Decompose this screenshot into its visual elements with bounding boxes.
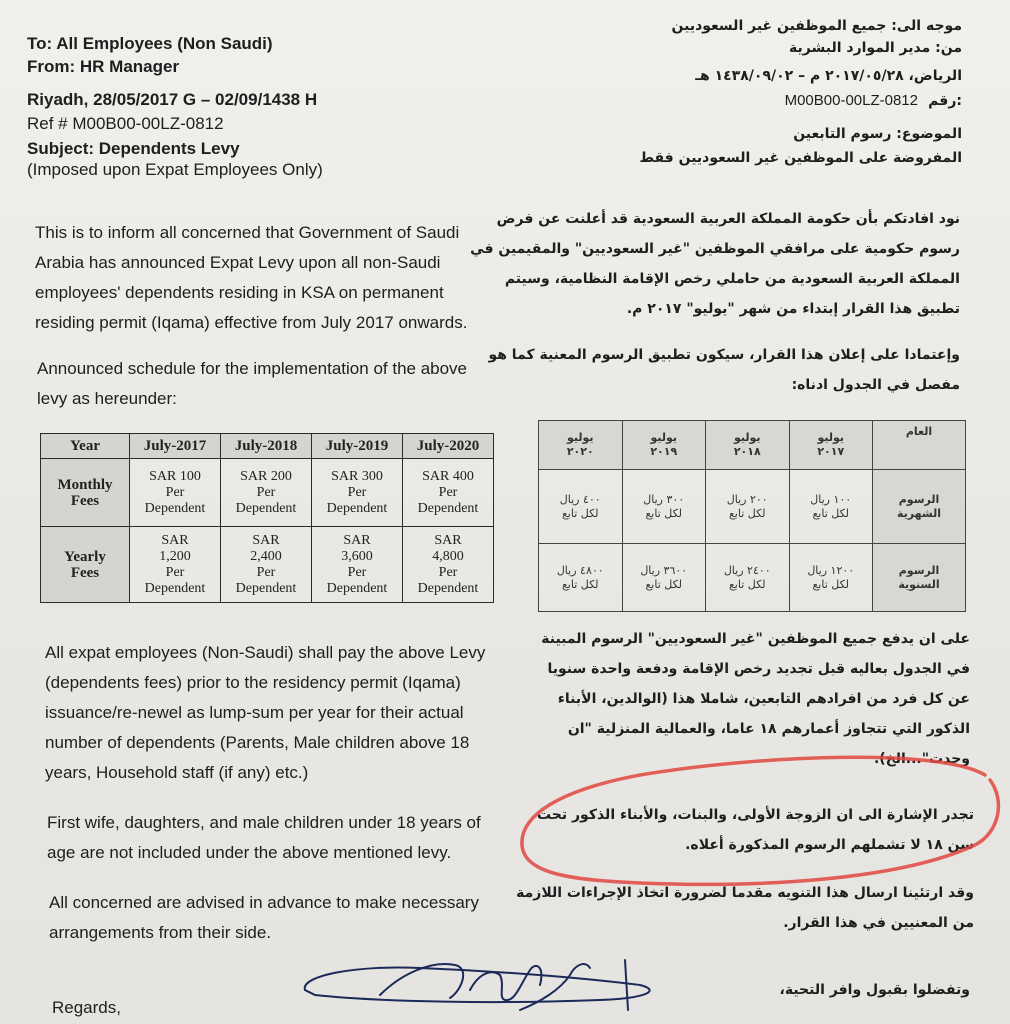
para1-ar-line: المملكة العربية السعودية من حاملي رخص الإقامة النظامية، وسيتم [504,271,960,287]
para3-ar-line: على ان يدفع جميع الموظفين "غير السعوديين" الرسوم المبينة [541,631,970,647]
ar-table-header-col: يوليو ٢٠١٩ [622,421,706,470]
ar-table-header-year: العام [873,421,966,470]
ar-table-cell: ١٠٠ ريال لكل تابع [789,470,873,544]
table-header-year: Year [41,434,130,459]
para2-en-line: levy as hereunder: [37,389,177,408]
table-cell: SAR 4,800 Per Dependent [403,527,494,603]
para4-en-line: age are not included under the above mentioned levy. [47,843,452,862]
para1-ar-line: نود افادتكم بأن حكومة المملكة العربية السعودية قد أعلنت عن فرض [496,211,960,227]
date-line: Riyadh, 28/05/2017 G – 02/09/1438 H [27,90,318,109]
ar-to-line: موجه الى: جميع الموظفين غير السعوديين [671,18,962,34]
table-cell: SAR 1,200 Per Dependent [130,527,221,603]
para2-ar-line: مفصل في الجدول ادناه: [791,377,960,393]
para5-ar-line: وقد ارتئينا ارسال هذا التنويه مقدما لضرورة اتخاذ الإجراءات اللازمة [516,885,974,901]
para1-en-line: Arabia has announced Expat Levy upon all non-Saudi [35,253,441,272]
subject-note: (Imposed upon Expat Employees Only) [27,160,323,179]
ar-table-header-col: يوليو ٢٠١٨ [706,421,790,470]
para3-ar-line: وجدت"...الخ). [873,751,970,767]
ar-table-header-col: يوليو ٢٠٢٠ [539,421,623,470]
ar-subject-note: المفروضة على الموظفين غير السعوديين فقط [639,150,962,166]
table-cell: SAR 100 Per Dependent [130,459,221,527]
para3-ar-line: في الجدول بعاليه قبل تجديد رخص الإقامة ودفعة واحدة سنويا [547,661,970,677]
table-header-col: July-2017 [130,434,221,459]
table-header-col: July-2019 [312,434,403,459]
para3-en-line: All expat employees (Non-Saudi) shall pay the above Levy [45,643,486,662]
row-label-monthly: Monthly Fees [41,459,130,527]
ar-subject-line: الموضوع: رسوم التابعين [793,126,962,142]
para3-en-line: (dependents fees) prior to the residency permit (Iqama) [45,673,461,692]
table-header-col: July-2018 [221,434,312,459]
row-label-yearly: Yearly Fees [41,527,130,603]
to-line: To: All Employees (Non Saudi) [27,34,273,53]
para1-ar-line: رسوم حكومية على مرافقي الموظفين "غير السعوديين" والمقيمين في [470,241,960,257]
para1-en-line: employees' dependents residing in KSA on permanent [35,283,444,302]
para1-en-line: This is to inform all concerned that Government of Saudi [35,223,460,242]
ar-row-label-monthly: الرسوم الشهرية [873,470,966,544]
table-cell: SAR 3,600 Per Dependent [312,527,403,603]
para3-ar-line: عن كل فرد من افرادهم التابعين، شاملا هذا (الوالدين، الأبناء [557,691,970,707]
table-cell: SAR 200 Per Dependent [221,459,312,527]
ar-date-line: الرياض، ٢٠١٧/٠٥/٢٨ م – ١٤٣٨/٠٩/٠٢ هـ [695,68,962,84]
para2-ar-line: وإعتمادا على إعلان هذا القرار، سيكون تطبيق الرسوم المعنية كما هو [488,347,960,363]
para3-ar-line: الذكور التي تتجاوز أعمارهم ١٨ عاما، والعمالية المنزلية "ان [567,721,970,737]
closing-ar: وتفضلوا بقبول وافر التحية، [779,982,970,998]
para3-en-line: years, Household staff (if any) etc.) [45,763,309,782]
highlight-circle [522,757,999,884]
para2-en-line: Announced schedule for the implementation of the above [37,359,468,378]
table-cell: SAR 2,400 Per Dependent [221,527,312,603]
para5-ar-line: من المعنيين في هذا القرار. [783,915,974,931]
ar-table-cell: ٣٠٠ ريال لكل تابع [622,470,706,544]
ar-table-header-col: يوليو ٢٠١٧ [789,421,873,470]
para1-en-line: residing permit (Iqama) effective from July 2017 onwards. [35,313,468,332]
para5-en-line: arrangements from their side. [49,923,272,942]
para3-en-line: issuance/re-newel as lump-sum per year for their actual [45,703,464,722]
table-header-col: July-2020 [403,434,494,459]
para4-ar-line: تجدر الإشارة الى ان الزوجة الأولى، والبنات، والأبناء الذكور تحت [536,807,974,823]
ar-ref-label: رقم: [928,93,962,109]
para4-ar-line: سن ١٨ لا تشملهم الرسوم المذكورة أعلاه. [685,837,974,853]
para3-en-line: number of dependents (Parents, Male children above 18 [45,733,470,752]
ar-row-label-yearly: الرسوم السنوية [873,544,966,612]
ar-table-cell: ٤٠٠ ريال لكل تابع [539,470,623,544]
ar-table-cell: ١٢٠٠ ريال لكل تابع [789,544,873,612]
ar-table-cell: ٢٤٠٠ ريال لكل تابع [706,544,790,612]
closing-en: Regards, [52,998,121,1017]
ar-table-cell: ٣٦٠٠ ريال لكل تابع [622,544,706,612]
para4-en-line: First wife, daughters, and male children under 18 years of [47,813,481,832]
signature [305,960,650,1010]
ref-line: Ref # M00B00-00LZ-0812 [27,114,224,133]
ar-ref-value: M00B00-00LZ-0812 [784,92,918,109]
ar-table-cell: ٤٨٠٠ ريال لكل تابع [539,544,623,612]
from-line: From: HR Manager [27,57,180,76]
ar-from-line: من: مدير الموارد البشرية [789,40,962,56]
para1-ar-line: تطبيق هذا القرار إبتداء من شهر "يوليو" ٢٠١٧ م. [626,301,960,317]
ar-table-cell: ٢٠٠ ريال لكل تابع [706,470,790,544]
subject-line: Subject: Dependents Levy [27,139,240,158]
table-cell: SAR 300 Per Dependent [312,459,403,527]
para5-en-line: All concerned are advised in advance to make necessary [49,893,479,912]
table-cell: SAR 400 Per Dependent [403,459,494,527]
